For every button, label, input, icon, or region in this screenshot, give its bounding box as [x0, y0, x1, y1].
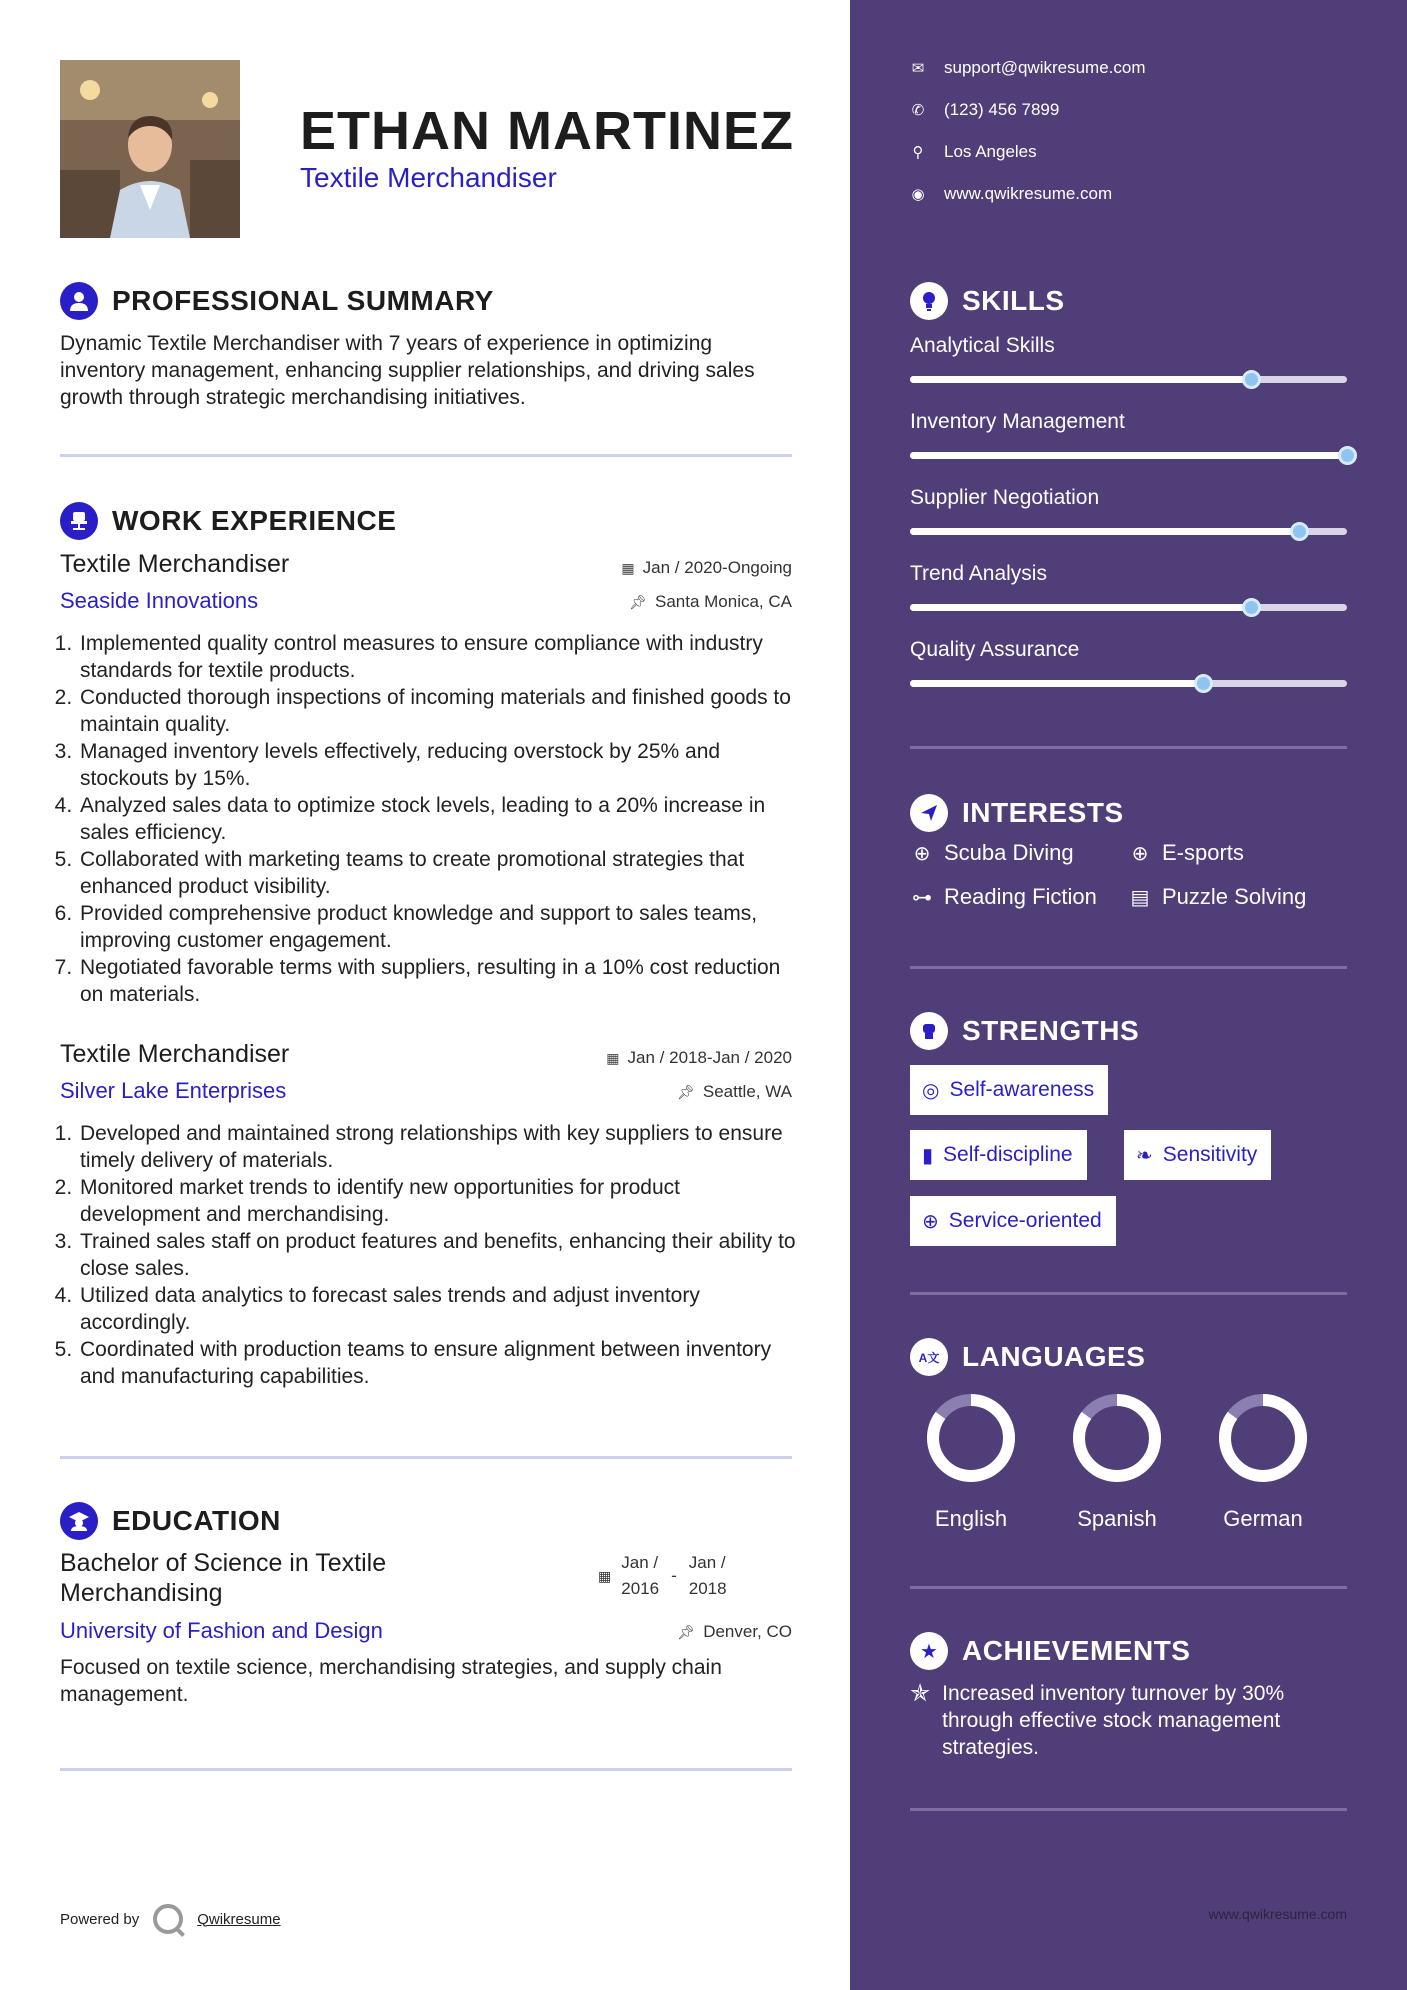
- interests-header: [910, 794, 1124, 832]
- star-icon: ✯: [910, 1680, 931, 1707]
- job-location-text: Seattle, WA: [702, 1082, 792, 1101]
- edu-end-month: Jan /: [688, 1553, 726, 1572]
- job-dates: [621, 558, 792, 578]
- job-company: Seaside Innovations: [60, 588, 259, 613]
- divider: [60, 454, 792, 457]
- lifebuoy-icon: ⊕: [1131, 842, 1149, 865]
- globe-icon: ◉: [911, 186, 925, 203]
- education-heading: EDUCATION: [112, 1505, 281, 1536]
- lifebuoy-icon: ⊕: [913, 842, 931, 865]
- contact-location-text: Los Angeles: [944, 142, 1037, 161]
- user-icon: [60, 282, 98, 320]
- graduate-icon: [60, 1502, 98, 1540]
- skills-header: [910, 282, 1065, 320]
- candidate-name: ETHAN MARTINEZ: [300, 101, 794, 161]
- footer-powered: [60, 1904, 281, 1934]
- skill-bar-knob: [1338, 446, 1357, 465]
- list-item: 7. Negotiated favorable terms with suppliers, resulting in a 10% cost reduction on materials.: [78, 954, 800, 1008]
- experience-header: [60, 502, 396, 540]
- skill-bar-knob: [1290, 522, 1309, 541]
- divider: [910, 1808, 1347, 1811]
- edu-degree: Bachelor of Science in Textile Merchandising: [60, 1549, 387, 1607]
- skill-bar-knob: [1242, 370, 1261, 389]
- fist-icon: [910, 1012, 948, 1050]
- brand-link[interactable]: Qwikresume: [197, 1910, 281, 1928]
- list-item: 2. Monitored market trends to identify new opportunities for product development and merchandising.: [78, 1174, 800, 1228]
- list-item: 3. Trained sales staff on product features and benefits, enhancing their ability to close sales.: [78, 1228, 800, 1282]
- calendar-icon: ▦: [598, 1567, 612, 1584]
- skill-bar: [910, 604, 1347, 611]
- skill-bar: [910, 680, 1347, 687]
- edu-school: University of Fashion and Design: [60, 1618, 383, 1643]
- edu-start-year: 2016: [621, 1579, 660, 1598]
- strength-label: Self-awareness: [949, 1078, 1095, 1101]
- user-circle-icon: ◎: [922, 1079, 940, 1102]
- strengths-heading: STRENGTHS: [962, 1015, 1140, 1046]
- list-item: 3. Managed inventory levels effectively, reducing overstock by 25% and stockouts by 15%.: [78, 738, 800, 792]
- profile-photo: [60, 60, 240, 238]
- strength-chip: [910, 1196, 1116, 1246]
- list-item: 6. Provided comprehensive product knowledge and support to sales teams, improving customer engagement.: [78, 900, 800, 954]
- skill-bar-fill: [910, 680, 1203, 687]
- experience-heading: WORK EXPERIENCE: [112, 505, 397, 536]
- achievements-header: [910, 1632, 1190, 1670]
- edu-end-year: 2018: [688, 1579, 727, 1598]
- skill-label: Supplier Negotiation: [910, 486, 1100, 509]
- languages-heading: LANGUAGES: [962, 1341, 1146, 1372]
- divider: [60, 1456, 792, 1459]
- divider: [60, 1768, 792, 1771]
- leaf-icon: ❧: [1136, 1144, 1153, 1167]
- list-item: 4. Analyzed sales data to optimize stock levels, leading to a 20% increase in sales efficiency.: [78, 792, 800, 846]
- skill-bar-knob: [1242, 598, 1261, 617]
- contact-location: [910, 142, 1037, 162]
- job-bullets: [60, 630, 800, 1008]
- edu-dates: [598, 1550, 727, 1602]
- list-item: 2. Conducted thorough inspections of incoming materials and finished goods to maintain quality.: [78, 684, 800, 738]
- summary-text: Dynamic Textile Merchandiser with 7 years of experience in optimizing inventory management, enhancing supplier relationships, and driving sales growth through strategic merchandising initiatives.: [60, 332, 755, 409]
- strength-label: Self-discipline: [943, 1143, 1073, 1166]
- skill-bar: [910, 376, 1347, 383]
- interest-label: Puzzle Solving: [1162, 884, 1307, 909]
- contact-email-text: support@qwikresume.com: [944, 58, 1146, 77]
- list-item: 4. Utilized data analytics to forecast sales trends and adjust inventory accordingly.: [78, 1282, 800, 1336]
- job-location-text: Santa Monica, CA: [654, 592, 792, 611]
- edu-start-month: Jan /: [621, 1553, 659, 1572]
- contact-email[interactable]: [910, 58, 1146, 78]
- calendar-icon: ▦: [606, 1049, 620, 1066]
- job-dates-text: Jan / 2020-Ongoing: [642, 558, 792, 577]
- interest-label: E-sports: [1162, 840, 1244, 865]
- job-role: Textile Merchandiser: [60, 550, 290, 578]
- contact-phone[interactable]: [910, 100, 1059, 120]
- skill-bar: [910, 452, 1347, 459]
- map-pin-icon: ⚲: [912, 144, 924, 161]
- divider: [910, 1586, 1347, 1589]
- gamepad-icon: ⊶: [912, 886, 932, 909]
- job-dates-text: Jan / 2018-Jan / 2020: [627, 1048, 792, 1067]
- list-item: 5. Coordinated with production teams to ensure alignment between inventory and manufacturing capabilities.: [78, 1336, 800, 1390]
- summary-header: [60, 282, 494, 320]
- pin-icon: 📌︎: [629, 593, 647, 610]
- edu-location-text: Denver, CO: [703, 1622, 792, 1641]
- edu-description: Focused on textile science, merchandising strategies, and supply chain management.: [60, 1656, 722, 1706]
- language-item: [1052, 1390, 1182, 1532]
- job-company: Silver Lake Enterprises: [60, 1078, 287, 1103]
- skill-label: Quality Assurance: [910, 638, 1080, 661]
- language-ring: [923, 1390, 1019, 1486]
- divider: [910, 966, 1347, 969]
- language-ring: [1069, 1390, 1165, 1486]
- interest-label: Scuba Diving: [944, 840, 1074, 865]
- interests-heading: INTERESTS: [962, 797, 1124, 828]
- interest-item: [910, 840, 1074, 866]
- paper-plane-icon: [910, 794, 948, 832]
- interest-label: Reading Fiction: [944, 884, 1097, 909]
- skill-bar-fill: [910, 528, 1299, 535]
- contact-phone-text: (123) 456 7899: [944, 100, 1060, 119]
- interest-item: [910, 884, 1097, 910]
- job-role: Textile Merchandiser: [60, 1040, 290, 1068]
- edu-location: [677, 1622, 792, 1642]
- edu-start: [621, 1550, 659, 1602]
- skill-bar-fill: [910, 452, 1347, 459]
- pin-icon: 📌︎: [677, 1623, 696, 1640]
- phone-icon: ✆: [911, 102, 925, 119]
- language-item: [906, 1390, 1036, 1532]
- job-bullets: [60, 1120, 800, 1390]
- divider: [910, 746, 1347, 749]
- strength-label: Sensitivity: [1162, 1143, 1258, 1166]
- skill-label: Analytical Skills: [910, 334, 1055, 357]
- chair-icon: [60, 502, 98, 540]
- skill-label: Inventory Management: [910, 410, 1125, 433]
- skill-label: Trend Analysis: [910, 562, 1047, 585]
- interest-item: [1128, 840, 1244, 866]
- qwikresume-logo-icon: [153, 1904, 183, 1934]
- strength-chip: [1124, 1130, 1271, 1180]
- pin-icon: 📌︎: [677, 1083, 695, 1100]
- contact-website[interactable]: [910, 184, 1112, 204]
- language-label: English: [934, 1506, 1008, 1531]
- footer-url[interactable]: www.qwikresume.com: [1208, 1906, 1347, 1922]
- envelope-icon: ✉: [911, 60, 925, 77]
- candidate-title: Textile Merchandiser: [300, 162, 557, 193]
- education-header: [60, 1502, 281, 1540]
- skills-heading: SKILLS: [962, 285, 1065, 316]
- strength-chip: [910, 1130, 1087, 1180]
- calendar-icon: ▦: [621, 559, 635, 576]
- sidebar: [850, 0, 1407, 1990]
- edu-end: [689, 1550, 727, 1602]
- strength-chip: [910, 1065, 1108, 1115]
- list-item: 1. Developed and maintained strong relationships with key suppliers to ensure timely delivery of materials.: [78, 1120, 800, 1174]
- achievement-text: Increased inventory turnover by 30% through effective stock management strategies.: [942, 1682, 1285, 1759]
- languages-header: [910, 1338, 1145, 1376]
- edu-date-separator: -: [671, 1566, 677, 1585]
- list-item: 5. Collaborated with marketing teams to create promotional strategies that enhanced product visibility.: [78, 846, 800, 900]
- job-location: [629, 592, 792, 612]
- skill-bar-fill: [910, 604, 1251, 611]
- interest-item: [1128, 884, 1306, 910]
- divider: [910, 1292, 1347, 1295]
- lock-icon: ▮: [922, 1144, 934, 1167]
- achievements-heading: ACHIEVEMENTS: [962, 1635, 1191, 1666]
- strength-label: Service-oriented: [948, 1209, 1102, 1232]
- contact-website-text: www.qwikresume.com: [944, 184, 1113, 203]
- lifebuoy-icon: ⊕: [922, 1210, 939, 1233]
- language-label: German: [1223, 1506, 1303, 1531]
- skill-bar-fill: [910, 376, 1251, 383]
- summary-heading: PROFESSIONAL SUMMARY: [112, 285, 494, 316]
- job-dates: [606, 1048, 792, 1068]
- star-badge-icon: ★: [910, 1632, 948, 1670]
- book-icon: ▤: [1130, 886, 1150, 909]
- lightbulb-icon: [910, 282, 948, 320]
- list-item: 1. Implemented quality control measures to ensure compliance with industry standards for textile products.: [78, 630, 800, 684]
- language-item: [1198, 1390, 1328, 1532]
- strengths-header: [910, 1012, 1139, 1050]
- job-location: [677, 1082, 792, 1102]
- language-label: Spanish: [1077, 1506, 1157, 1531]
- translate-icon: A文: [910, 1338, 948, 1376]
- achievement-item: [910, 1680, 1350, 1761]
- skill-bar-knob: [1194, 674, 1213, 693]
- language-ring: [1215, 1390, 1311, 1486]
- powered-by-text: Powered by: [60, 1910, 140, 1928]
- skill-bar: [910, 528, 1347, 535]
